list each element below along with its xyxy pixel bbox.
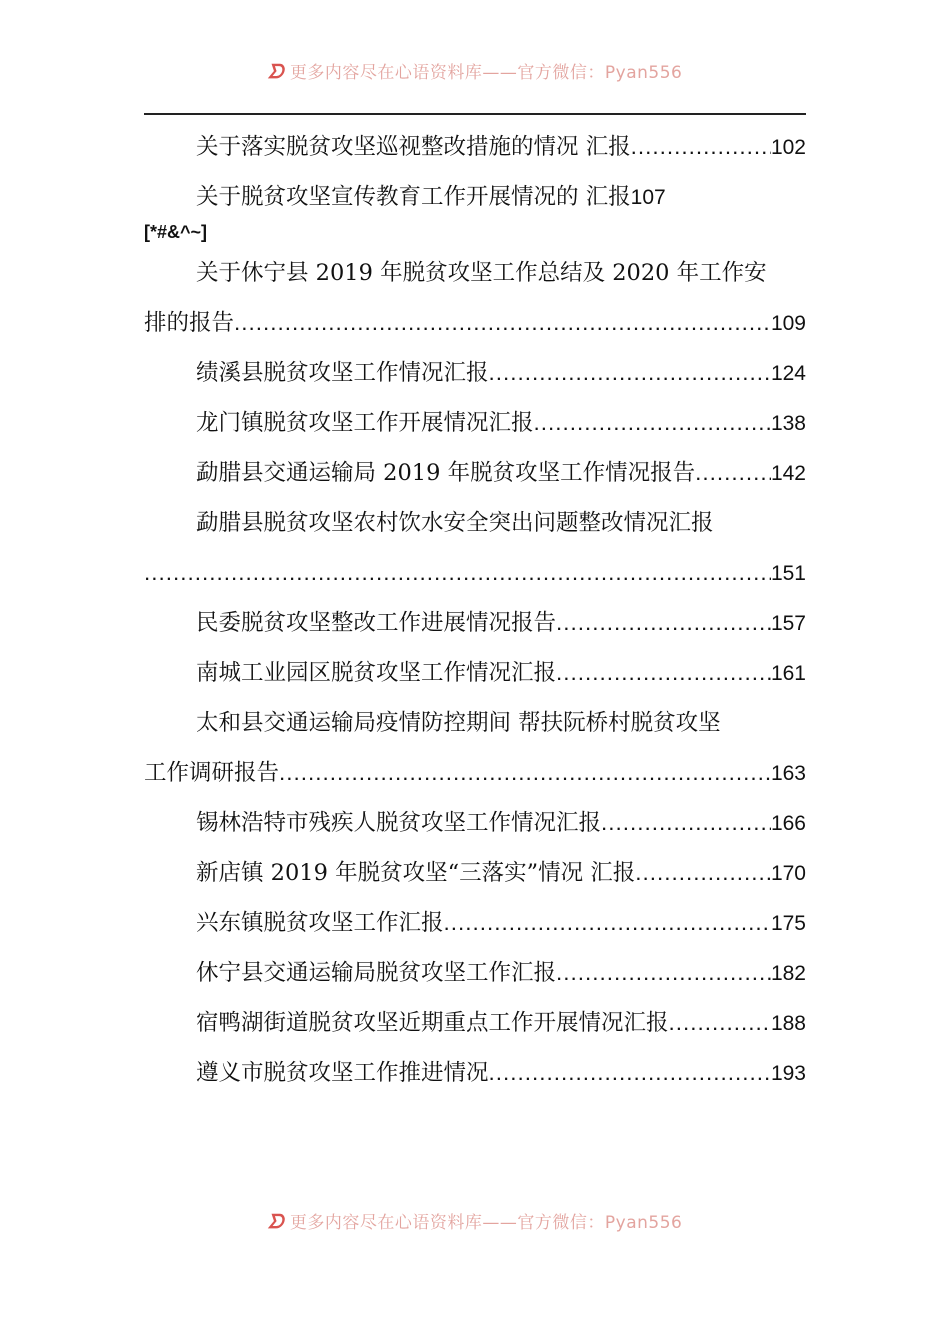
watermark-text: 更多内容尽在心语资料库——官方微信：Pyan556 <box>289 1213 683 1233</box>
toc-page: 109 <box>770 312 806 335</box>
toc-title-line[interactable]: 关于休宁县 2019 年脱贫攻坚工作总结及 2020 年工作安 <box>196 260 767 286</box>
watermark-bottom <box>0 1208 950 1234</box>
toc-page: 193 <box>770 1062 806 1085</box>
toc-page: 175 <box>770 912 806 935</box>
toc-title: 宿鸭湖街道脱贫攻坚近期重点工作开展情况汇报 <box>196 1010 669 1036</box>
toc-entry[interactable] <box>144 172 806 222</box>
toc-entry[interactable] <box>144 648 806 698</box>
toc-page: 124 <box>770 362 806 385</box>
watermark-logo-icon: ᗤ <box>267 1211 284 1233</box>
toc-title: 新店镇 2019 年脱贫攻坚“三落实”情况 汇报 <box>196 860 636 886</box>
toc-title: 勐腊县交通运输局 2019 年脱贫攻坚工作情况报告 <box>196 460 696 486</box>
toc-title: 兴东镇脱贫攻坚工作汇报 <box>196 910 444 936</box>
toc-entry[interactable] <box>144 748 806 798</box>
leader-dots <box>534 398 771 448</box>
toc-title: 民委脱贫攻坚整改工作进展情况报告 <box>196 610 557 636</box>
toc-page: 182 <box>770 962 806 985</box>
toc-title: 休宁县交通运输局脱贫攻坚工作汇报 <box>196 960 557 986</box>
leader-dots <box>635 848 771 898</box>
leader-dots <box>489 348 771 398</box>
toc-entry[interactable] <box>144 1048 806 1098</box>
leader-dots <box>279 748 771 798</box>
toc-title: 锡林浩特市残疾人脱贫攻坚工作情况汇报 <box>196 810 602 836</box>
toc-title: 遵义市脱贫攻坚工作推进情况 <box>196 1060 489 1086</box>
watermark-logo-icon: ᗤ <box>267 61 284 83</box>
toc-page: 157 <box>770 612 806 635</box>
toc-entry[interactable] <box>144 448 806 498</box>
toc-page: 142 <box>770 462 806 485</box>
marker-text: [*#&^~] <box>144 222 208 242</box>
toc-entry[interactable] <box>144 548 806 598</box>
toc-page: 138 <box>770 412 806 435</box>
watermark-top <box>0 58 950 84</box>
toc-entry[interactable] <box>144 598 806 648</box>
toc-title: 排的报告 <box>144 310 235 336</box>
toc-entry[interactable] <box>144 298 806 348</box>
toc-entry[interactable] <box>144 898 806 948</box>
toc-page: 166 <box>770 812 806 835</box>
leader-dots <box>669 998 771 1048</box>
toc-page: 170 <box>770 862 806 885</box>
leader-dots <box>556 948 771 998</box>
leader-dots <box>631 122 771 172</box>
toc-entry[interactable] <box>144 348 806 398</box>
header-rule <box>144 113 806 115</box>
leader-dots <box>556 598 771 648</box>
toc-title: 工作调研报告 <box>144 760 280 786</box>
leader-dots <box>234 298 771 348</box>
toc-page: 107 <box>630 186 666 209</box>
toc-page: 163 <box>770 762 806 785</box>
toc-title: 关于落实脱贫攻坚巡视整改措施的情况 汇报 <box>196 134 631 160</box>
toc-entry[interactable] <box>144 948 806 998</box>
toc-entry[interactable] <box>144 848 806 898</box>
leader-dots <box>556 648 771 698</box>
toc-title: 关于脱贫攻坚宣传教育工作开展情况的 汇报 <box>196 184 631 210</box>
toc-title: 南城工业园区脱贫攻坚工作情况汇报 <box>196 660 557 686</box>
toc-entry[interactable] <box>144 798 806 848</box>
leader-dots <box>144 548 771 598</box>
leader-dots <box>444 898 771 948</box>
table-of-contents <box>144 122 806 1098</box>
toc-entry[interactable] <box>144 122 806 172</box>
leader-dots <box>601 798 771 848</box>
toc-page: 161 <box>770 662 806 685</box>
watermark-text: 更多内容尽在心语资料库——官方微信：Pyan556 <box>289 63 683 83</box>
toc-title: 绩溪县脱贫攻坚工作情况汇报 <box>196 360 489 386</box>
toc-page: 102 <box>770 136 806 159</box>
toc-entry[interactable] <box>144 398 806 448</box>
toc-title-line[interactable]: 太和县交通运输局疫情防控期间 帮扶阮桥村脱贫攻坚 <box>196 710 721 736</box>
toc-page: 188 <box>770 1012 806 1035</box>
toc-title-line[interactable]: 勐腊县脱贫攻坚农村饮水安全突出问题整改情况汇报 <box>196 510 714 536</box>
toc-entry[interactable] <box>144 998 806 1048</box>
toc-title: 龙门镇脱贫攻坚工作开展情况汇报 <box>196 410 534 436</box>
leader-dots <box>489 1048 771 1098</box>
leader-dots <box>695 448 771 498</box>
toc-page: 151 <box>770 562 806 585</box>
